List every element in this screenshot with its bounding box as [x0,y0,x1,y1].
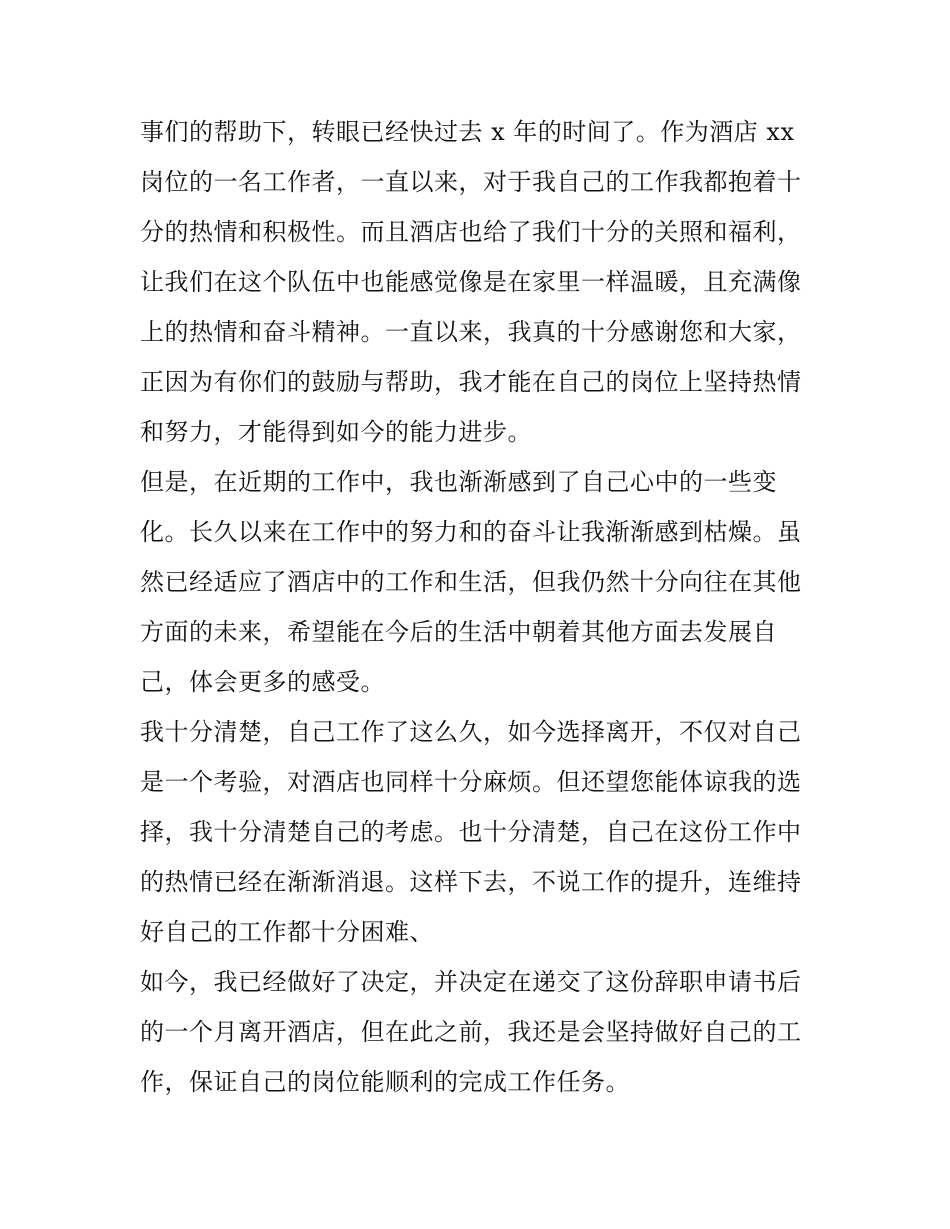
text-line: 但是，在近期的工作中，我也渐渐感到了自己心中的一些变 [140,468,777,496]
text-line: 择，我十分清楚自己的考虑。也十分清楚，自己在这份工作中 [140,818,802,846]
text-line: 的热情已经在渐渐消退。这样下去，不说工作的提升，连维持 [140,868,802,896]
text-line: 方面的未来，希望能在今后的生活中朝着其他方面去发展自 [140,618,777,646]
text-line: 上的热情和奋斗精神。一直以来，我真的十分感谢您和大家， [140,318,802,346]
text-line: 分的热情和积极性。而且酒店也给了我们十分的关照和福利， [140,218,802,246]
text-line: 岗位的一名工作者，一直以来，对于我自己的工作我都抱着十 [140,168,802,196]
letter-body [140,107,830,1107]
text-line: 如今，我已经做好了决定，并决定在递交了这份辞职申请书后 [140,968,802,996]
text-line: 己，体会更多的感受。 [140,668,385,696]
text-line: 好自己的工作都十分困难、 [140,918,434,946]
text-line: 正因为有你们的鼓励与帮助，我才能在自己的岗位上坚持热情 [140,368,802,396]
text-line: 是一个考验，对酒店也同样十分麻烦。但还望您能体谅我的选 [140,768,802,796]
text-line: 我十分清楚，自己工作了这么久，如今选择离开，不仅对自己 [140,718,802,746]
text-line: 让我们在这个队伍中也能感觉像是在家里一样温暖，且充满像 [140,268,802,296]
text-line: 的一个月离开酒店，但在此之前，我还是会坚持做好自己的工 [140,1018,802,1046]
text-line: 事们的帮助下，转眼已经快过去 x 年的时间了。作为酒店 xx [140,118,795,146]
text-line: 和努力，才能得到如今的能力进步。 [140,418,532,446]
text-line: 然已经适应了酒店中的工作和生活，但我仍然十分向往在其他 [140,568,802,596]
text-line: 化。长久以来在工作中的努力和的奋斗让我渐渐感到枯燥。虽 [140,518,802,546]
text-line: 作，保证自己的岗位能顺利的完成工作任务。 [140,1068,630,1096]
